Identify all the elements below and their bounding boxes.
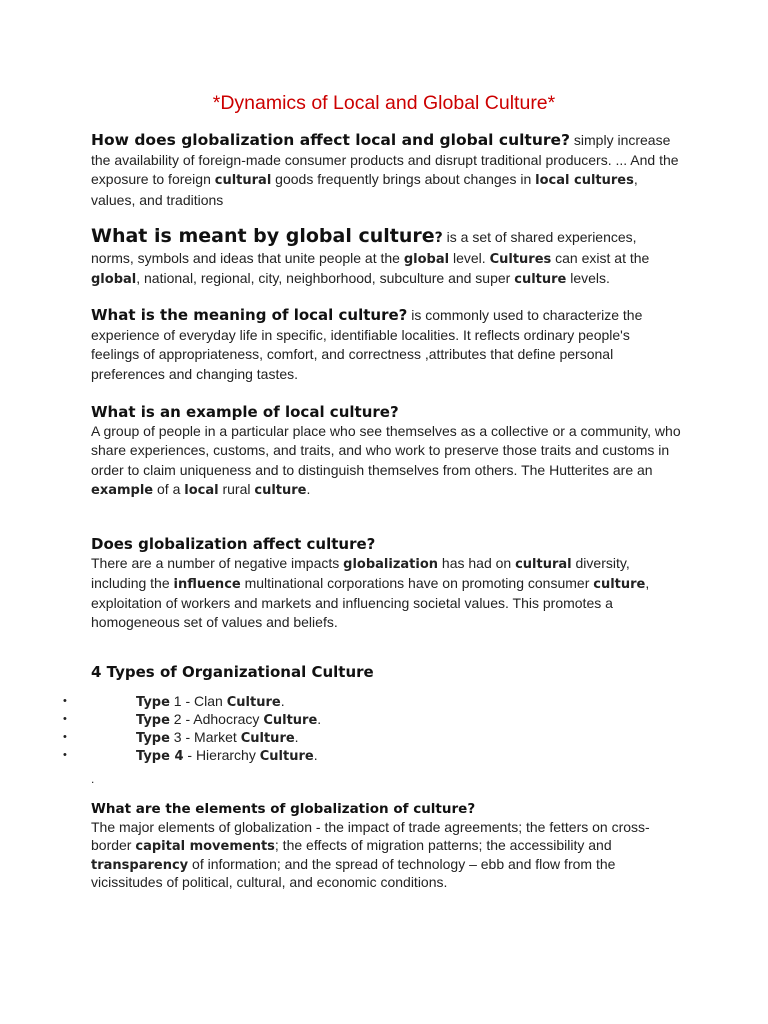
bold-term: Type 4 [136, 749, 184, 764]
bold-term: culture [254, 482, 307, 498]
bold-term: culture [593, 577, 646, 592]
list-text: . [317, 711, 322, 727]
list-text: 2 - Adhocracy [169, 711, 264, 727]
bold-term: influence [173, 577, 241, 592]
bold-term: culture [514, 272, 567, 287]
bullet-icon: • [63, 731, 67, 743]
bold-term: transparency [91, 857, 189, 873]
bold-term: global [91, 272, 137, 287]
question-mark: ? [434, 230, 443, 246]
bold-term: Cultures [489, 251, 552, 267]
bold-term: capital movements [135, 838, 275, 854]
bullet-icon: • [63, 695, 67, 707]
section-text: There are a number of negative impacts [91, 555, 344, 571]
list-text: 1 - Clan [169, 693, 227, 709]
types-list [0, 692, 768, 764]
section-text: goods frequently brings about changes in [271, 171, 536, 187]
list-text: - Hierarchy [183, 747, 260, 763]
section-text: of a [153, 480, 185, 497]
bold-term: Culture [259, 749, 314, 764]
section-heading-types: 4 Types of Organizational Culture [91, 663, 374, 681]
section-text: simply increase the availability of foreign-made consumer products and disrupt traditional producers. ... And the exposure to foreign [91, 132, 679, 187]
list-item [0, 746, 768, 764]
bold-term: global [403, 251, 450, 267]
section-globalization-elements [91, 800, 681, 892]
section-local-culture-example [91, 402, 681, 500]
section-heading: Does globalization affect culture? [91, 535, 376, 553]
section-text: The major elements of globalization - the impact of trade agreements; the fetters on cross- border [91, 819, 650, 853]
section-global-culture [91, 227, 681, 290]
bold-term: Type [136, 731, 170, 746]
section-globalization-effect [91, 131, 681, 210]
bold-term: local [184, 482, 219, 498]
section-heading: What are the elements of globalization of culture? [91, 801, 476, 817]
bold-term: Culture [240, 731, 295, 746]
section-heading: What is an example of local culture? [91, 403, 399, 421]
bold-term: globalization [343, 557, 439, 572]
list-text: . [294, 729, 299, 745]
bold-term: Culture [226, 695, 281, 710]
document-title: *Dynamics of Local and Global Culture* [212, 92, 556, 114]
section-heading: What is meant by global culture [91, 225, 435, 247]
section-heading: What is the meaning of local culture? [91, 306, 408, 324]
section-text: . [306, 480, 311, 497]
section-text: , exploitation of workers and markets and influencing societal values. This promotes a homogeneous set of values and beliefs. [91, 575, 650, 630]
section-text: , national, regional, city, neighborhood, subculture and super [136, 270, 515, 286]
section-text: ; the effects of migration patterns; the accessibility and [274, 836, 612, 853]
bullet-icon: • [63, 713, 67, 725]
bold-term: Type [136, 695, 170, 710]
section-text: level. [449, 249, 490, 266]
section-text: of information; and the spread of technology – ebb and flow from the vicissitudes of political, cultural, and economic conditions. [91, 855, 616, 891]
section-text: , values, and traditions [91, 171, 638, 208]
bold-term: example [91, 482, 154, 498]
section-text: multinational corporations have on promoting consumer [240, 575, 594, 591]
list-item [0, 692, 768, 710]
list-item [0, 728, 768, 746]
bold-term: cultural [515, 557, 572, 572]
bullet-icon: • [63, 749, 67, 761]
bold-term: local cultures [535, 173, 634, 188]
section-heading: How does globalization affect local and global culture? [91, 131, 571, 149]
section-local-culture-meaning [91, 306, 681, 384]
section-text: is commonly used to characterize the experience of everyday life in specific, identifiable localities. It reflects ordinary people's feelings of appropriateness, comfort, and correctness ,attributes that define personal preferences and changing tastes. [91, 307, 643, 382]
list-text: 3 - Market [169, 729, 241, 745]
section-text: is a set of shared experiences, norms, symbols and ideas that unite people at the [91, 229, 637, 266]
section-text: levels. [566, 270, 610, 286]
section-globalization-culture [91, 534, 681, 632]
bold-term: Culture [263, 713, 318, 728]
section-text: can exist at the [551, 249, 650, 266]
bold-term: Type [136, 713, 170, 728]
list-text: . [280, 693, 285, 709]
section-text: has had on [438, 555, 516, 571]
bold-term: cultural [214, 173, 272, 188]
list-text: . [313, 747, 318, 763]
list-item [0, 710, 768, 728]
section-text: diversity, including the [91, 555, 630, 591]
stray-dot: . [91, 772, 95, 786]
section-text: rural [218, 480, 255, 497]
section-text: A group of people in a particular place who see themselves as a collective or a community, who share experiences, customs, and traits, and who work to preserve those traits and customs in order to claim uniqueness and to distinguish themselves from others. The Hutterites are an [91, 423, 681, 478]
